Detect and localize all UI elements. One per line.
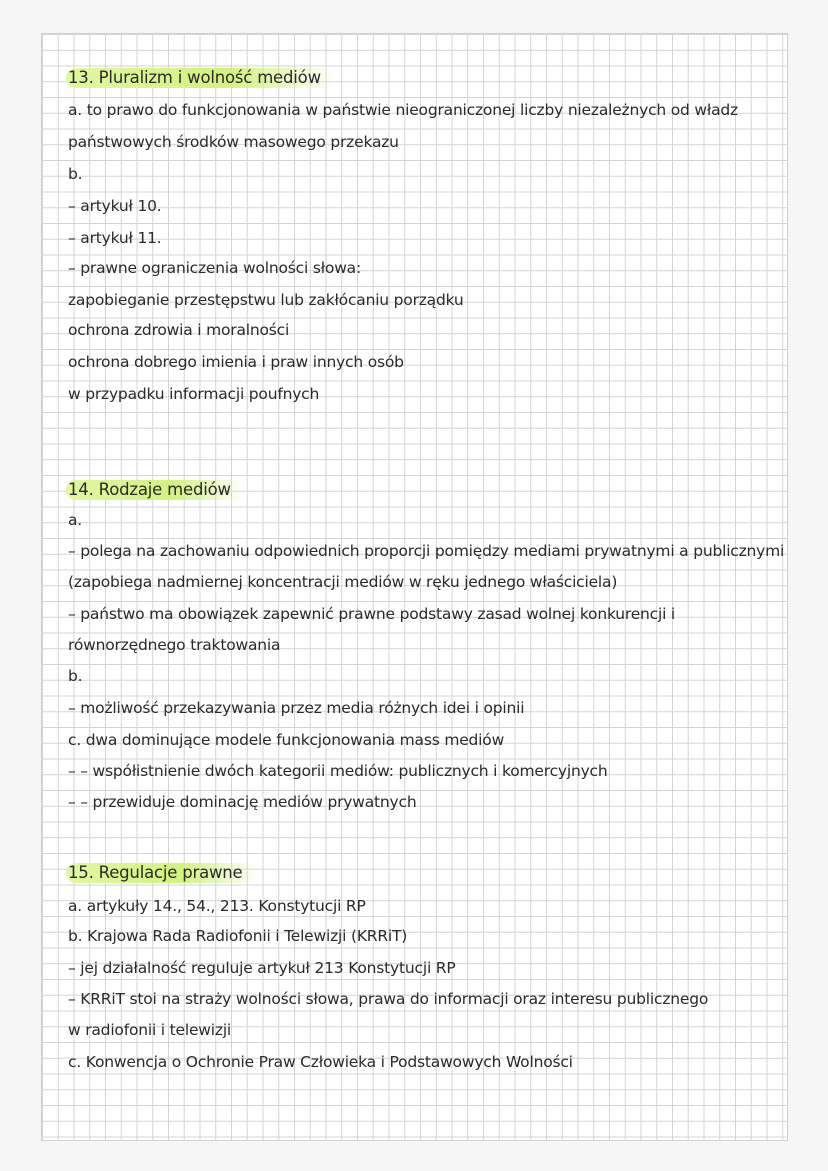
text-line: – KRRiT stoi na straży wolności słowa, prawa do informacji oraz interesu publicznego xyxy=(68,990,709,1008)
section-14-heading: 14. Rodzaje mediów xyxy=(66,480,245,500)
text-line: a. artykuły 14., 54., 213. Konstytucji RP xyxy=(68,897,366,915)
text-line: (zapobiega nadmiernej koncentracji mediów w ręku jednego właściciela) xyxy=(68,573,618,591)
text-line: – artykuł 10. xyxy=(68,197,162,215)
text-line: c. dwa dominujące modele funkcjonowania mass mediów xyxy=(68,731,505,749)
text-line: – polega na zachowaniu odpowiednich proporcji pomiędzy mediami prywatnymi a publicznymi xyxy=(68,542,785,560)
text-line: – państwo ma obowiązek zapewnić prawne podstawy zasad wolnej konkurencji i xyxy=(68,605,676,623)
text-line: b. xyxy=(68,667,83,685)
text-line: w przypadku informacji poufnych xyxy=(68,385,320,403)
text-line: – możliwość przekazywania przez media różnych idei i opinii xyxy=(68,699,525,717)
section-13-heading: 13. Pluralizm i wolność mediów xyxy=(66,68,335,88)
text-line: w radiofonii i telewizji xyxy=(68,1021,232,1039)
text-line: – prawne ograniczenia wolności słowa: xyxy=(68,259,361,277)
text-line: państwowych środków masowego przekazu xyxy=(68,133,399,151)
text-line: – artykuł 11. xyxy=(68,229,162,247)
text-line: równorzędnego traktowania xyxy=(68,636,281,654)
text-line: a. xyxy=(68,511,83,529)
text-line: – – współistnienie dwóch kategorii mediów: publicznych i komercyjnych xyxy=(68,762,608,780)
text-line: b. Krajowa Rada Radiofonii i Telewizji (KRRiT) xyxy=(68,927,408,945)
text-line: ochrona zdrowia i moralności xyxy=(68,321,290,339)
text-line: c. Konwencja o Ochronie Praw Człowieka i Podstawowych Wolności xyxy=(68,1053,573,1071)
section-15-heading: 15. Regulacje prawne xyxy=(66,863,257,883)
text-line: – jej działalność reguluje artykuł 213 Konstytucji RP xyxy=(68,959,456,977)
text-line: a. to prawo do funkcjonowania w państwie nieograniczonej liczby niezależnych od władz xyxy=(68,101,738,119)
text-line: zapobieganie przestępstwu lub zakłócaniu porządku xyxy=(68,291,464,309)
text-line: – – przewiduje dominację mediów prywatnych xyxy=(68,793,417,811)
text-line: ochrona dobrego imienia i praw innych osób xyxy=(68,353,404,371)
text-line: b. xyxy=(68,165,83,183)
